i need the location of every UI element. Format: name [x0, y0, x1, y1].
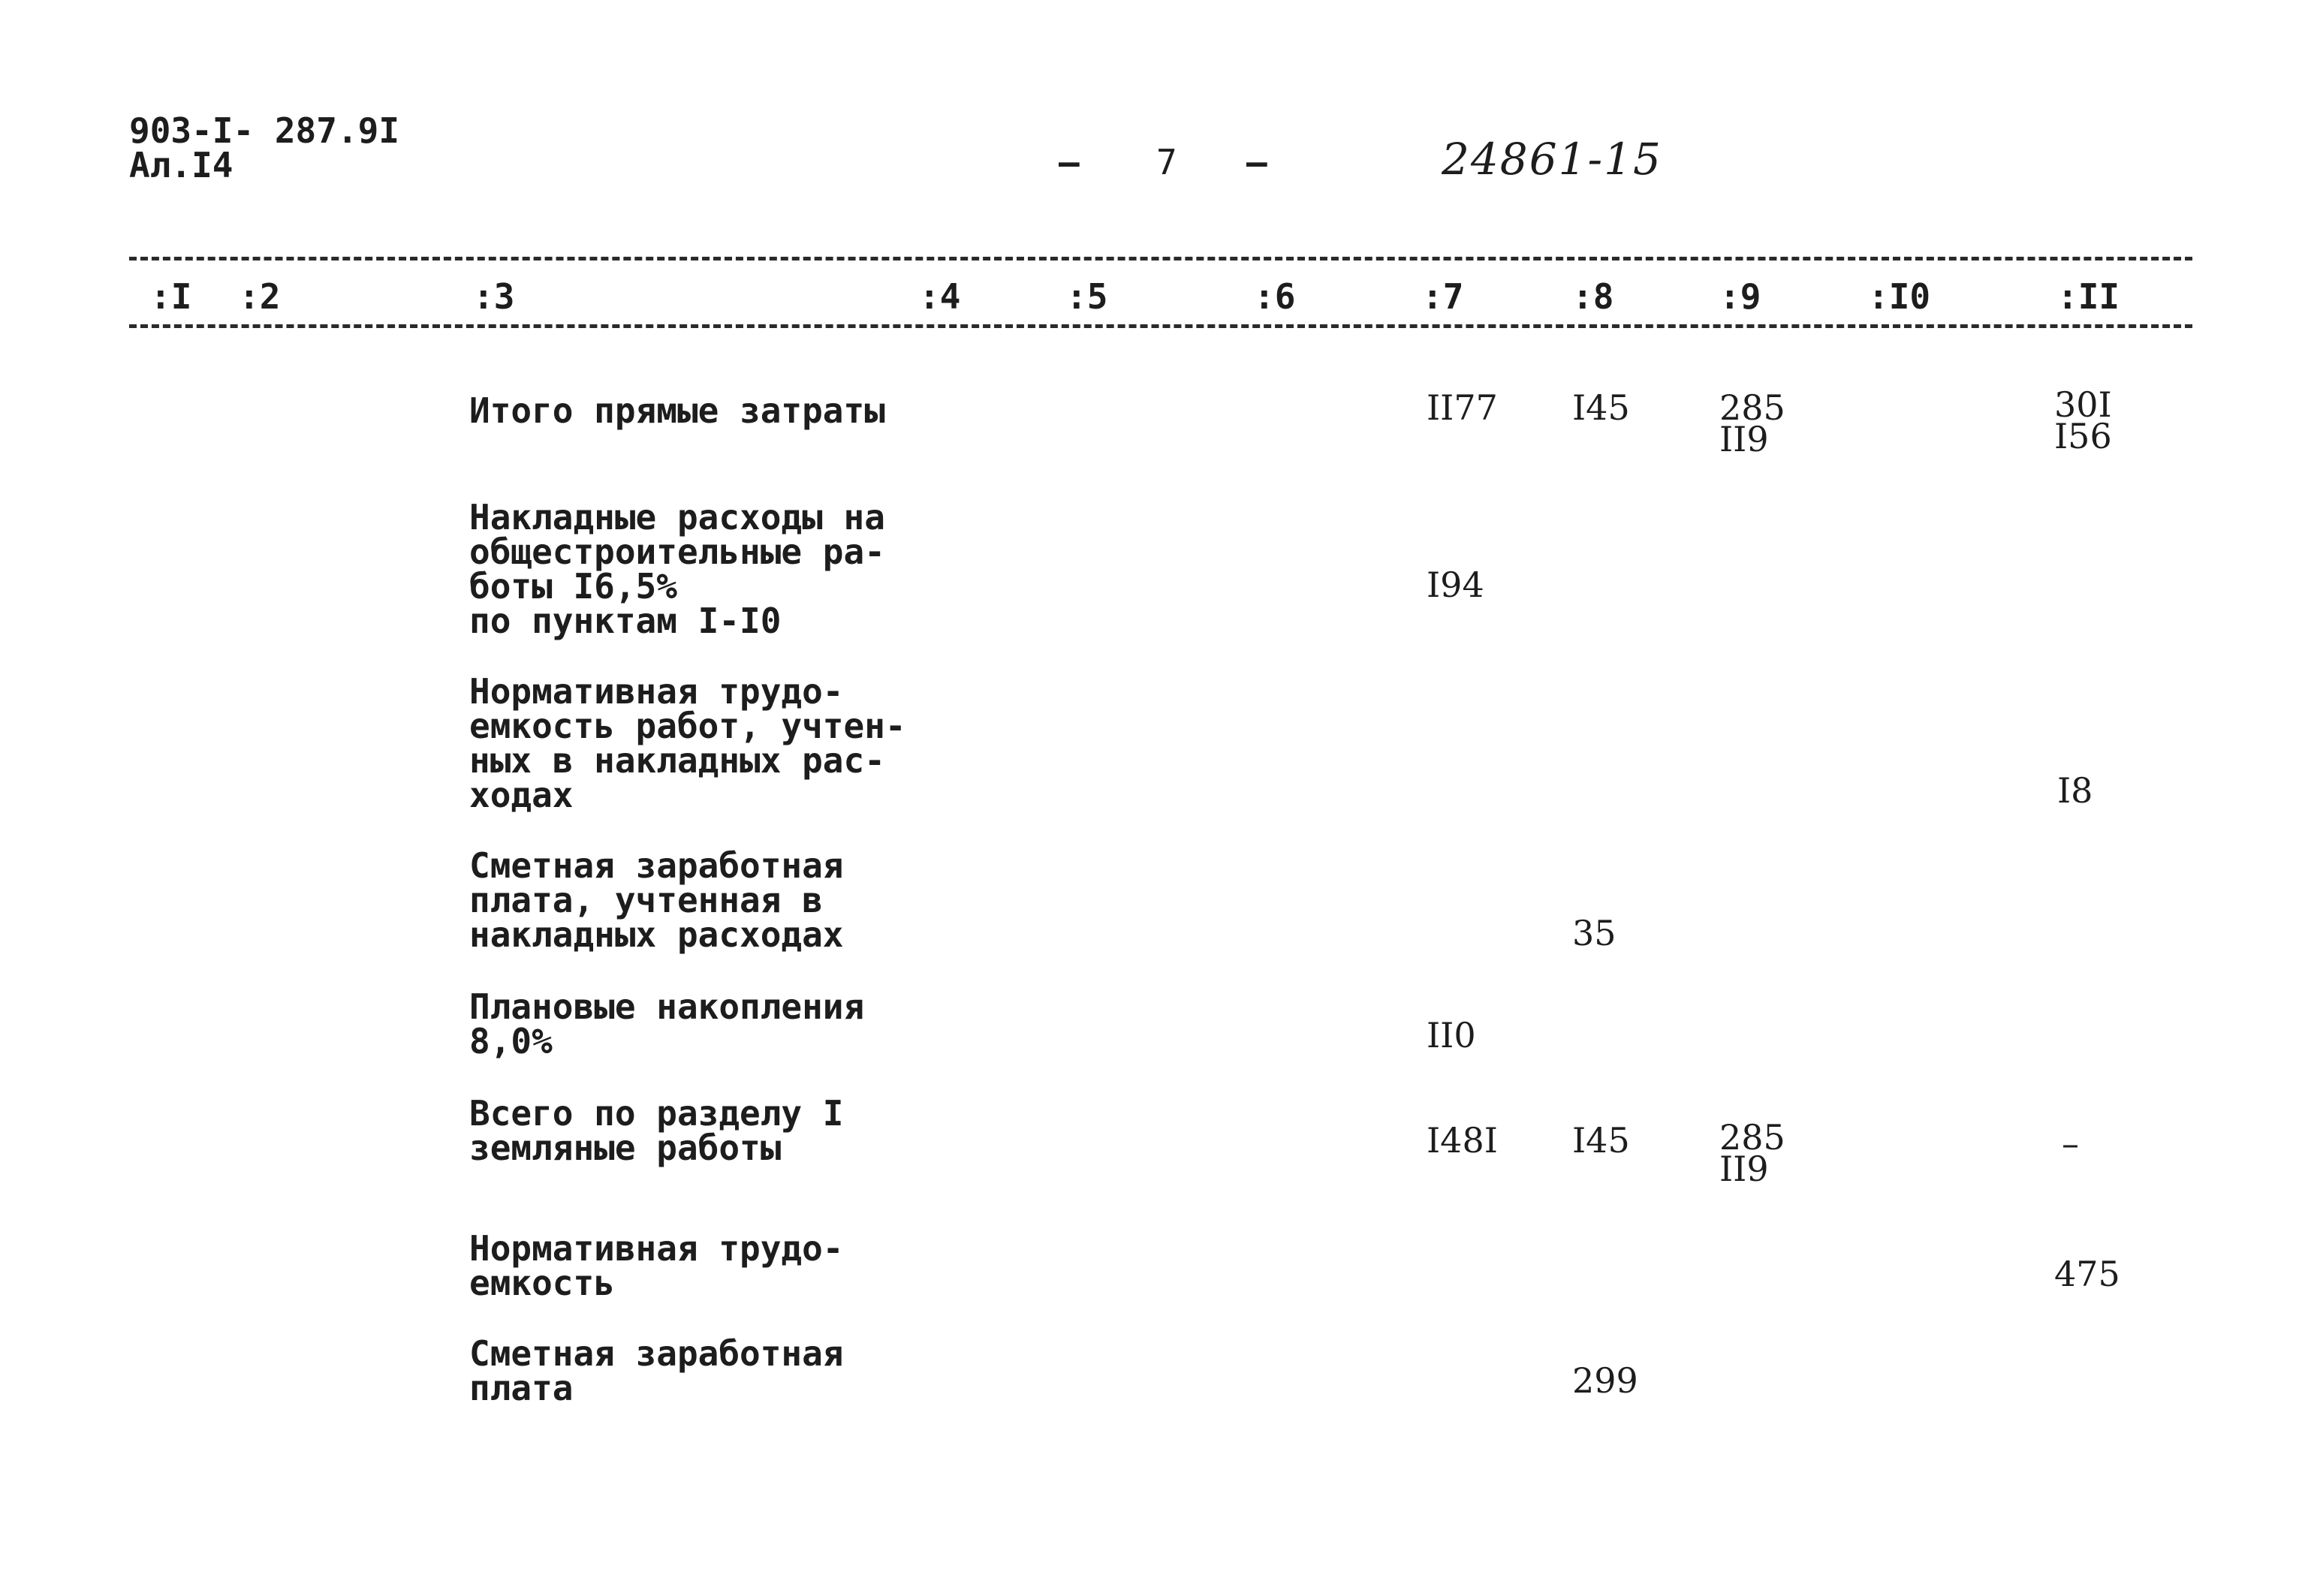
row-8-col-8: 299 — [1572, 1360, 1638, 1401]
row-1-description: Итого прямые затраты — [469, 390, 885, 431]
row-6-col-9: 285 II9 — [1719, 1117, 1785, 1189]
column-number-9: :9 — [1719, 276, 1761, 317]
row-6-col-11: – — [2062, 1123, 2079, 1164]
column-number-8: :8 — [1572, 276, 1614, 317]
row-7-col-11: 475 — [2054, 1254, 2120, 1294]
row-4-col-8: 35 — [1572, 913, 1617, 953]
table-header-bottom-rule — [129, 324, 2192, 328]
row-5-col-7: II0 — [1427, 1015, 1476, 1055]
row-1-col-7: II77 — [1427, 387, 1498, 428]
column-number-11: :II — [2057, 276, 2120, 317]
page-dash-right: – — [1246, 142, 1267, 182]
row-3-description: Нормативная трудо- емкость работ, учтен- ных в накладных рас- ходах — [469, 671, 906, 815]
column-number-3: :3 — [473, 276, 515, 317]
sheet-label: Ал.I4 — [129, 145, 234, 185]
row-3-col-11: I8 — [2057, 770, 2093, 811]
document-code: 903-I- 287.9I — [129, 110, 400, 151]
row-2-description: Накладные расходы на общестроительные ра- боты I6,5% по пунктам I-I0 — [469, 497, 885, 641]
column-number-2: :2 — [239, 276, 281, 317]
row-7-description: Нормативная трудо- емкость — [469, 1228, 844, 1303]
row-8-description: Сметная заработная плата — [469, 1333, 844, 1408]
row-1-col-9: 285 II9 — [1719, 387, 1785, 459]
row-6-col-8: I45 — [1572, 1120, 1630, 1161]
column-number-7: :7 — [1422, 276, 1464, 317]
row-2-col-7: I94 — [1427, 565, 1484, 605]
page-number: 7 — [1156, 142, 1177, 182]
handwritten-inventory-number: 24861-15 — [1442, 134, 1662, 185]
row-6-col-7: I48I — [1427, 1120, 1498, 1161]
row-5-description: Плановые накопления 8,0% — [469, 986, 865, 1061]
row-1-col-11: 30I I56 — [2054, 384, 2112, 456]
row-4-description: Сметная заработная плата, учтенная в накладных расходах — [469, 845, 844, 955]
column-number-4: :4 — [919, 276, 961, 317]
row-6-description: Всего по разделу I земляные работы — [469, 1093, 844, 1168]
column-number-10: :I0 — [1868, 276, 1931, 317]
table-header-top-rule — [129, 257, 2192, 260]
column-number-1: :I — [150, 276, 192, 317]
row-1-col-8: I45 — [1572, 387, 1630, 428]
column-number-5: :5 — [1066, 276, 1108, 317]
page-dash-left: – — [1059, 142, 1080, 182]
column-number-6: :6 — [1254, 276, 1296, 317]
